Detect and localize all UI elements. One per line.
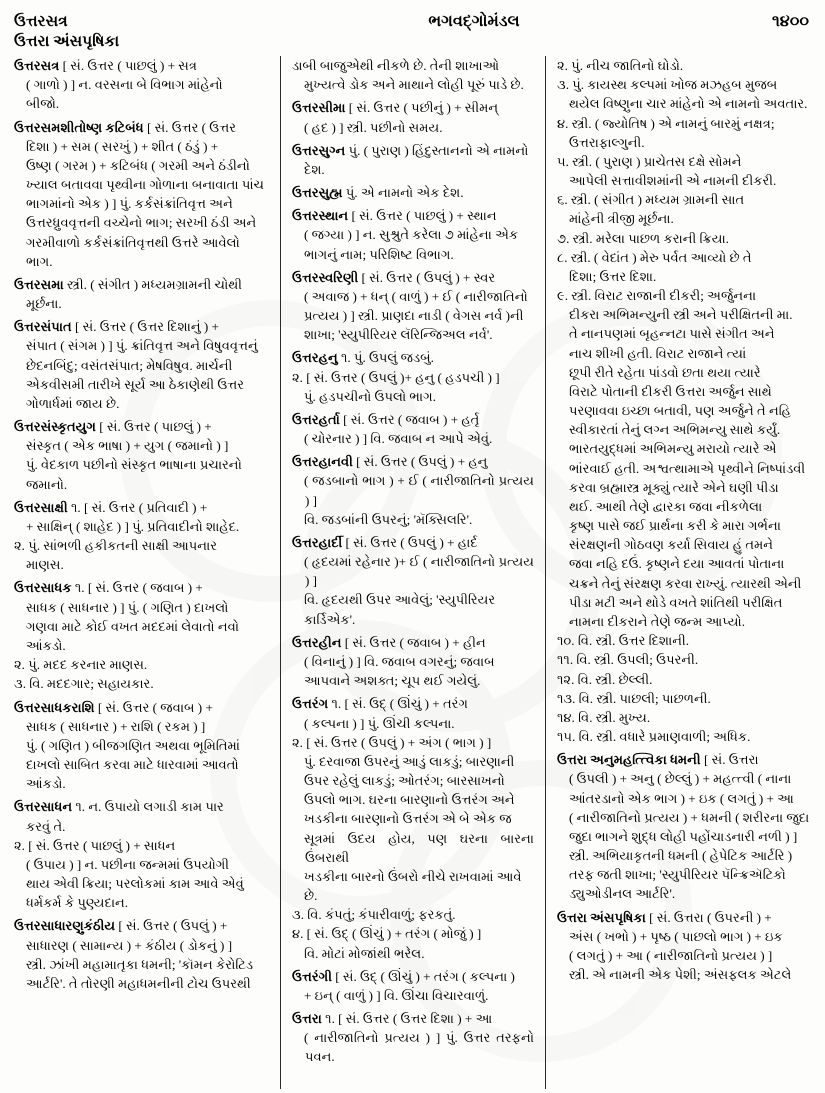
dictionary-entry xyxy=(292,410,534,448)
dictionary-entry xyxy=(292,1009,534,1067)
entry-definition-line: સ્વીકારતાં તેનું લગ્ન અભિમન્યુ સાથે કર્યું. xyxy=(569,422,781,438)
entry-definition-line: સંપાત ( સંગમ ) ] પું. ક્રાંતિવૃત્ત અને વિષુવવૃત્તનું xyxy=(26,338,258,354)
entry-definition-line: ( ચોરનાર ) ] વિ. જવાબ ન આપે એવું. xyxy=(304,431,493,447)
entry-definition-line: કરવું તે. xyxy=(26,818,66,834)
entry-definition-line: આંકડો. xyxy=(26,637,66,653)
entry-definition-line: નામના દીકરાને તેણે જન્મ આપ્યો. xyxy=(569,613,745,629)
entry-sense-line: ૧૩. વિ. સ્ત્રી. પાછલી; પાછળની. xyxy=(557,690,711,706)
entry-sense-line: ૧૫. વિ. સ્ત્રી. વધારે પ્રમાણવાળી; અધિક. xyxy=(557,729,751,745)
entry-headword: ઉત્તરા અનુમહત્ત્વિકા ધમની xyxy=(557,752,704,768)
entry-headword: ઉત્તરસાધન xyxy=(14,799,76,815)
entry-headword: ઉત્તરહાર્દી xyxy=(292,534,346,550)
entry-definition-line: કૃષ્ણ પાસે જઈ પ્રાર્થના કરી કે મારા ગર્ભના xyxy=(569,518,781,534)
entry-headword: ઉત્તરંગ xyxy=(292,696,332,712)
entry-definition-line: માંહેની ત્રીજી મૂર્છના. xyxy=(569,211,674,227)
dictionary-entry xyxy=(557,750,812,903)
entry-definition-line: ડ્યુઓડીનલ આર્ટરિ'. xyxy=(569,886,676,902)
header-left-guideword-bottom: ઉત્તરા અંસપૃષિકા xyxy=(14,33,120,51)
dictionary-entry xyxy=(292,268,534,345)
entry-headword: ઉત્તરસાક્ષી xyxy=(14,499,72,515)
entry-definition-line: ઉત્તરધ્રુવવૃત્તની વચ્ચેનો ભાગ; સરખી ઠંડી અને xyxy=(26,215,257,231)
entry-definition-line: છૂપી રીતે રહેતા પાંડવો છતા થયા ત્યારે xyxy=(569,364,761,380)
dictionary-entry xyxy=(292,633,534,691)
entry-definition-line: સંસ્કૃત ( એક ભાષા ) + યુગ ( જમાનો ) ] xyxy=(26,438,229,454)
header-page-number: ૧૪૦૦ xyxy=(771,13,809,30)
dictionary-entry xyxy=(292,56,534,94)
entry-definition-line: વિરાટે પોતાની દીકરી ઉત્તરા અર્જુન સાથે xyxy=(569,383,772,399)
entry-definition-line: આપેલી સત્તાવીશમાંની એ નામની દીકરી. xyxy=(569,173,777,189)
column-container xyxy=(0,56,825,1089)
dictionary-entry xyxy=(292,452,534,529)
entry-definition-line: ( વિનાનું ) ] વિ. જવાબ વગરનું; જવાબ xyxy=(304,653,495,669)
entry-headword: ઉત્તરસાધારણુકંઠીય xyxy=(14,918,119,934)
entry-definition-line: ૧. [ સં. ઉત્તર ( જવાબ ) + xyxy=(74,580,203,596)
entry-definition-line: કરવા બ્રહ્માસ્ત્ર મૂક્યું ત્યારે એને ઘણી પીડા xyxy=(569,479,779,495)
entry-definition-line: સ્ત્રી. ઝાંખી મહામાતૃકા ધમની; 'કૉમન કેરોટિડ xyxy=(26,956,254,972)
dictionary-entry xyxy=(292,348,534,406)
entry-definition-line: + સાક્ષિન્ ( શાહેદ ) ] પું. પ્રતિવાદીનો શાહેદ. xyxy=(26,518,240,534)
dictionary-entry xyxy=(14,118,269,271)
entry-definition-line: તે નાનપણમાં બૃહન્નટા પાસે સંગીત અને xyxy=(569,326,775,342)
entry-definition-line: પરણાવવા ઇચ્છા બતાવી, પણ અર્જુને તે નહિ xyxy=(569,403,791,419)
entry-definition-line: આર્ટરિ'. તે તોરણી મહાધમનીની ટોચ ઉપરથી xyxy=(26,975,251,991)
entry-definition-line: ઉપર રહેલું લાકડું; ઓતરંગ; બારસાખનો xyxy=(304,773,505,789)
entry-definition-line: ડાબી બાજુએથી નીકળે છે. તેની શાખાઓ xyxy=(292,58,500,73)
entry-definition-line: ચક્રને તેનું સંરક્ષણ કરવા રાખ્યું. ત્યારથી એની xyxy=(569,575,802,591)
dictionary-entry xyxy=(14,578,269,693)
dictionary-entry xyxy=(292,183,534,202)
page-header xyxy=(0,0,825,56)
dictionary-entry xyxy=(557,56,812,746)
entry-definition-line: ખ્યાલ બતાવવા પૃથ્વીના ગોળાના બનાવાતા પાંચ xyxy=(26,177,265,193)
entry-definition-line: પું. દરવાજા ઉપરનું આડું લાકડું; બારણાની xyxy=(304,753,515,769)
column-3 xyxy=(546,56,812,1089)
entry-definition-line: મૂર્છના. xyxy=(26,296,62,312)
entry-definition-line: ગણવા માટે કોઈ વખત મદદમાં લેવાતો નવો xyxy=(26,618,240,634)
entry-sense-line: ૨. પું. મદદ કરનાર માણસ. xyxy=(14,657,148,673)
entry-headword: ઉત્તરસ્વરિણી xyxy=(292,269,362,285)
entry-definition-line: + ઇન્ ( વાળું ) ] વિ. ઊંચા વિચારવાળું. xyxy=(304,987,489,1003)
dictionary-entry xyxy=(292,967,534,1005)
entry-headword: ઉત્તરસુગ્ન xyxy=(292,142,349,158)
entry-definition-line: [ સં. ઉત્તર ( જવાબ ) + xyxy=(97,699,213,715)
entry-definition-line: ભાગમાંનો એક ) ] પું. કર્કસંક્રાંતિવૃત્ત અને xyxy=(26,196,233,212)
entry-definition-line: સ્ત્રી. ( સંગીત ) મધ્યમગ્રામની ચોથી xyxy=(67,276,243,292)
entry-definition-line: એકવીસમી તારીખે સૂર્ય આ ઠેકાણેથી ઉત્તર xyxy=(26,376,245,392)
entry-definition-line: ( હૃદયમાં રહેનાર )+ ઈ ( નારીજાતિનો પ્રત્યય ) ] xyxy=(304,554,534,589)
entry-definition-line: મુખ્યત્વે ડોક અને માથાને લોહી પૂરું પાડે છે. xyxy=(304,77,524,93)
entry-definition-line: પ્રત્યય ) ] સ્ત્રી. પ્રાણદા નાડી ( વેગસ નર્વ )ની xyxy=(304,308,524,324)
column-2 xyxy=(280,56,546,1089)
entry-headword: ઉત્તરસાધકરાશિ xyxy=(14,699,98,715)
entry-headword: ઉત્તરસુહ્મ xyxy=(292,185,346,201)
entry-definition-line: ૧. [ સં. ઉદ્ ( ઊંચું ) + તરંગ xyxy=(331,696,468,712)
entry-headword: ઉત્તરસાધક xyxy=(14,580,75,596)
entry-sense-line: ૩. પું. કાયસ્થ કલ્પમાં ખોજ મઝહબ મુજબ xyxy=(557,77,778,93)
entry-definition-line: ખડકીના બારણાનો ઉત્તરંગ એ બે એક જ xyxy=(304,811,512,827)
entry-headword: ઉત્તરહનુ xyxy=(292,350,342,366)
entry-definition-line: ઉષ્ણ ( ગરમ ) + કટિબંધ ( ગરમી અને ઠંડીનો xyxy=(26,157,250,173)
entry-definition-line: પું. ( પુરાણ ) હિંદુસ્તાનનો એ નામનો xyxy=(348,142,529,158)
entry-definition-line: [ સં. ઉત્તર ( પાછલું ) + સત્ર xyxy=(62,58,197,73)
entry-definition-line: ભારતયુદ્ધમાં અભિમન્યુ મરાયો ત્યારે એ xyxy=(569,441,777,457)
entry-definition-line: પું. એ નામનો એક દેશ. xyxy=(345,185,464,201)
entry-definition-line: દિશા; ઉત્તર દિશા. xyxy=(569,268,657,284)
entry-sense-line: ૮. સ્ત્રી. ( વેદાંત ) મેરુ પર્વત આવ્યો છે તે xyxy=(557,249,752,265)
entry-definition-line: નાચ શીખી હતી. વિરાટ રાજાને ત્યાં xyxy=(569,345,747,361)
entry-definition-line: છેદનબિંદુ; વસંતસંપાત; મેષવિષુવ. માર્ચની xyxy=(26,357,233,373)
entry-definition-line: ( નારીજાતિનો પ્રત્યય ) ] પું. ઉત્તર તરફનો પવન. xyxy=(304,1030,534,1065)
entry-definition-line: જુદા ભાગને શુદ્ધ લોહી પહોંચાડનારી નળી ) ] xyxy=(569,828,798,844)
dictionary-entry xyxy=(14,916,269,993)
entry-sense-line: ૯. સ્ત્રી. વિરાટ રાજાની દીકરી; અર્જુનના xyxy=(557,288,757,304)
entry-definition-line: દીકરા અભિમન્યુની સ્ત્રી અને પરીક્ષિતની મા. xyxy=(569,307,793,323)
dictionary-entry xyxy=(14,698,269,794)
entry-definition-line: જમાનો. xyxy=(26,476,68,492)
entry-definition-line: ઉપલો ભાગ. ઘરના બારણાનો ઉત્તરંગ અને xyxy=(304,792,515,808)
entry-definition-line: અંસ ( ખભો ) + પૃષ્ઠ ( પાછલો ભાગ ) + ઇક xyxy=(569,928,783,944)
entry-sense-line: ૩. વિ. કંપતું; કંપારીવાળું; ફરકતું. xyxy=(292,907,456,923)
entry-sense-line: ૫. સ્ત્રી. ( પુરાણ ) પ્રાચેતસ દક્ષે સોમને xyxy=(557,153,742,169)
dictionary-entry xyxy=(292,141,534,179)
entry-definition-line: ૧. ન. ઉપાયો લગાડી કામ પાર xyxy=(75,799,224,815)
entry-definition-line: પીડા મટી અને થોડે વખતે શાંતિથી પરીક્ષિત xyxy=(569,594,783,610)
entry-definition-line: દેશ. xyxy=(304,161,325,177)
entry-definition-line: વિ. મોટાં મોજાંથી ભરેલ. xyxy=(304,945,425,961)
entry-headword: ઉત્તરંગી xyxy=(292,968,336,984)
entry-spacer xyxy=(14,994,269,997)
entry-sense-line: ૧૪. વિ. સ્ત્રી. મુખ્ય. xyxy=(557,709,651,725)
dictionary-entry xyxy=(14,56,269,114)
entry-definition-line: ૧. પું. ઉપલું જડબું. xyxy=(341,350,434,366)
entry-sense-line: ૧૧. વિ. સ્ત્રી. ઉપલી; ઉપરની. xyxy=(557,652,699,668)
entry-sense-line: ૨. [ સં. ઉત્તર ( પાછલું ) + સાધન xyxy=(14,837,176,853)
entry-definition-line: ભાંરવાઈ હતી. અશ્વત્થામાએ પૃથ્વીને નિષ્પાંડવી xyxy=(569,460,806,476)
dictionary-entry xyxy=(557,908,812,985)
entry-definition-line: ( કલ્પના ) ] પું. ઊંચી કલ્પના. xyxy=(304,715,455,731)
entry-definition-line: [ સં. ઉત્તર ( પાછલું ) + xyxy=(99,419,212,435)
dictionary-entry xyxy=(14,317,269,413)
entry-definition-line: ( નારીજાતિનો પ્રત્યય ) + ધમની ( શરીરના જુદા xyxy=(569,809,810,825)
entry-headword: ઉત્તરસંપાત xyxy=(14,319,75,335)
entry-definition-line: ૧. [ સં. ઉત્તર ( પ્રતિવાદી ) + xyxy=(71,499,208,515)
entry-definition-line: [ સં. ઉત્તર ( જવાબ ) + હીન xyxy=(344,634,486,650)
entry-sense-line: ૧૦. વિ. સ્ત્રી. ઉત્તર દિશાની. xyxy=(557,633,689,649)
dictionary-entry xyxy=(292,533,534,629)
dictionary-entry xyxy=(14,275,269,313)
entry-definition-line: કાર્ડિએક'. xyxy=(304,611,356,627)
entry-definition-line: ( ગાળો ) ] ન. વરસના બે વિભાગ માંહેનો xyxy=(26,77,223,93)
entry-headword: ઉત્તરસંસ્કૃતયુગ xyxy=(14,419,100,435)
entry-spacer xyxy=(292,1068,534,1071)
entry-spacer xyxy=(557,985,812,988)
header-left-guideword-top: ઉત્તરસત્ર xyxy=(14,13,68,30)
entry-definition-line: પું. હડપચીનો ઉપલો ભાગ. xyxy=(304,388,436,404)
entry-definition-line: થાય એવી ક્રિયા; પરલોકમાં કામ આવે એવું xyxy=(26,876,244,892)
entry-definition-line: [ સં. ઉત્તર ( ઉપલું ) + હનુ xyxy=(356,454,488,470)
dictionary-entry xyxy=(14,498,269,575)
entry-sense-line: ૭. સ્ત્રી. મરેલા પાછળ કરાની ક્રિયા. xyxy=(557,230,729,246)
entry-definition-line: [ સં. ઉત્તર ( ઉપલું ) + હાર્દ xyxy=(345,534,478,550)
entry-definition-line: સ્ત્રી. અભિયાકૃતની ધમની ( હેપેટિક આર્ટરિ ) xyxy=(569,848,793,864)
entry-definition-line: [ સં. ઉત્તર ( ઉપલું ) + સ્વર xyxy=(361,269,496,285)
entry-definition-line: વિ. જડબાંની ઉપરનું; 'મૅક્સિલરિ'. xyxy=(304,511,473,527)
entry-definition-line: [ સં. ઉત્તર ( જવાબ ) + હર્તૃ xyxy=(343,411,480,427)
entry-definition-line: ભાગ. xyxy=(26,253,53,269)
entry-definition-line: ( ઉપાય ) ] ન. પછીના જન્મમાં ઉપયોગી xyxy=(26,856,230,872)
entry-definition-line: દાખલો સાબિત કરવા માટે ધારવામાં આવતો xyxy=(26,757,239,773)
dictionary-entry xyxy=(292,206,534,264)
entry-sense-line: ૩. વિ. મદદગાર; સહાયકાર. xyxy=(14,676,154,692)
dictionary-entry xyxy=(14,417,269,494)
entry-definition-line: સાધક ( સાધનાર ) ] પું. ( ગણિત ) દાખલો xyxy=(26,599,229,615)
entry-definition-line: પું. ( ગણિત ) બીજગણિત અથવા ભૂમિતિમાં xyxy=(26,737,241,753)
entry-definition-line: શાખા; 'સ્યુપીરિયર લૅરિન્જિઅલ નર્વ'. xyxy=(304,327,493,343)
entry-definition-line: ગરમીવાળો કર્કસંક્રાંતિવૃત્તથી ઉત્તરે આવેલો xyxy=(26,234,240,250)
entry-definition-line: [ સં. ઉત્તર ( પછીનું ) + સીમન્ xyxy=(348,100,499,116)
entry-definition-line: આંતરડાનો એક ભાગ ) + ઇક ( લગતું ) + આ xyxy=(569,790,794,806)
entry-definition-line: માણસ. xyxy=(26,557,64,573)
entry-definition-line: ( ઉપલી ) + અનુ ( છેલ્લું ) + મહત્ત્વી ( નાના xyxy=(569,771,792,787)
entry-definition-line: આંકડો. xyxy=(26,776,66,792)
entry-definition-line: સંરક્ષણની ગોઠવણ કર્યા સિવાય હું તમને xyxy=(569,537,774,553)
entry-definition-line: બીજો. xyxy=(26,96,60,112)
entry-definition-line: ૧. [ સં. ઉત્તર ( ઉત્તર દિશા ) + આ xyxy=(325,1011,493,1027)
entry-definition-line: ( અવાજ ) + ધન્ ( વાળું ) + ઈ ( નારીજાતિનો xyxy=(304,288,528,304)
entry-definition-line: ગોળાર્ધમાં જાય છે. xyxy=(26,395,120,411)
entry-definition-line: સૂત્રમાં ઉદય હોય, પણ ઘરના બારના ઉંબરાથી xyxy=(304,830,534,865)
entry-sense-line: ૧૨. વિ. સ્ત્રી. છેલ્લી. xyxy=(557,671,653,687)
entry-headword: ઉત્તરસ્થાન xyxy=(292,208,352,224)
entry-sense-line: ૨. પું. સાંભળી હકીકતની સાક્ષી આપનાર xyxy=(14,538,218,554)
entry-definition-line: છે. xyxy=(304,888,318,904)
entry-sense-line: ૨. [ સં. ઉત્તર ( ઉપલું )+ હનુ ( હડપચી ) ] xyxy=(292,369,500,385)
entry-definition-line: [ સં. ઉત્તરા ( ઉપરની ) + xyxy=(649,909,772,925)
entry-headword: ઉત્તરા xyxy=(292,1011,326,1027)
entry-definition-line: [ સં. ઉત્તર ( પાછલું ) + સ્થાન xyxy=(351,208,497,224)
entry-sense-line: ૪. સ્ત્રી. ( જ્યોતિષ ) એ નામનું બારમું નક્ષત્ર; xyxy=(557,115,775,131)
entry-headword: ઉત્તરસત્ર xyxy=(14,58,63,73)
entry-definition-line: ખડકીના બારનો ઉંબરો નીચે રાખવામાં આવે xyxy=(304,868,522,884)
entry-definition-line: ( લગતું ) + આ ( નારીજાતિનો પ્રત્યય ) ] xyxy=(569,947,773,963)
entry-definition-line: પું. વેદકાળ પછીનો સંસ્કૃત ભાષાના પ્રચારનો xyxy=(26,457,242,473)
entry-headword: ઉત્તરહીન xyxy=(292,634,345,650)
entry-definition-line: વિ. હૃદયથી ઉપર આવેલું; 'સ્યુપીરિયર xyxy=(304,592,496,608)
entry-definition-line: તરફ જતી શાખા; 'સ્યુપીરિયર પૅન્ક્રિઍટિકો xyxy=(569,867,786,883)
entry-sense-line: ૬. સ્ત્રી. ( સંગીત ) મધ્યમ ગ્રામની સાત xyxy=(557,192,745,208)
entry-headword: ઉત્તરસીમા xyxy=(292,100,349,116)
entry-headword: ઉત્તરહર્તા xyxy=(292,411,344,427)
entry-definition-line: દિશા ) + સમ ( સરખું ) + શીત ( ઠંડું ) + xyxy=(26,138,219,154)
column-1 xyxy=(14,56,280,1089)
entry-definition-line: ( જગ્યા ) ] ન. સુશ્રુતે કરેલા ૭ માંહેના એક xyxy=(304,227,519,243)
entry-definition-line: [ સં. ઉત્તરા xyxy=(703,752,759,768)
entry-sense-line: ૪. [ સં. ઉદ્ ( ઊંચું ) + તરંગ ( મોજું ) ] xyxy=(292,926,482,942)
entry-headword: ઉત્તરસમશીતોષ્ણ કટિબંધ xyxy=(14,119,147,135)
entry-definition-line: ( જડબાનો ભાગ ) + ઈ ( નારીજાતિનો પ્રત્યય ) ] xyxy=(304,473,534,508)
entry-definition-line: સાધક ( સાધનાર ) + રાશિ ( રકમ ) ] xyxy=(26,718,206,734)
entry-definition-line: ઉત્તરાફાલ્ગુની. xyxy=(569,134,645,150)
entry-definition-line: આપવાને અશક્ત; ચૂપ થઈ ગયેલું. xyxy=(304,673,481,689)
entry-headword: ઉત્તરસમા xyxy=(14,276,68,292)
entry-definition-line: થયેલ વિષ્ણુના ચાર માંહેનો એ નામનો અવતાર. xyxy=(569,96,808,112)
dictionary-entry xyxy=(292,694,534,962)
entry-definition-line: સ્ત્રી. એ નામની એક પેશી; અંસફલક એટલે xyxy=(569,967,792,983)
entry-definition-line: [ સં. ઉત્તર ( ઉત્તર xyxy=(146,119,236,135)
entry-headword: ઉત્તરા અંસપૃષિકા xyxy=(557,909,650,925)
entry-definition-line: [ સં. ઉદ્ ( ઊંચું ) + તરંગ ( કલ્પના ) xyxy=(335,968,515,984)
entry-definition-line: થઈ. આથી તેણે દ્વારકા જવા નીકળેલા xyxy=(569,498,763,514)
header-book-title: ભગવદ્ગોમંડલ xyxy=(428,13,520,30)
entry-definition-line: જવા નહિ દઉં. કૃષ્ણને દયા આવતાં પોતાના xyxy=(569,556,785,572)
dictionary-entry xyxy=(292,98,534,136)
entry-headword: ઉત્તરહાનવી xyxy=(292,454,357,470)
dictionary-entry xyxy=(14,797,269,912)
entry-sense-line: ૨. [ સં. ઉત્તર ( ઉપલું ) + અંગ ( ભાગ ) ] xyxy=(292,734,492,750)
entry-sense-line: ૨. પું. નીચ જાતિનો ઘોડો. xyxy=(557,58,684,73)
entry-definition-line: ( હદ ) ] સ્ત્રી. પછીનો સમય. xyxy=(304,119,443,135)
entry-definition-line: સાધારણ ( સામાન્ય ) + કંઠીય ( ડોકનું ) ] xyxy=(26,937,233,953)
entry-definition-line: [ સં. ઉત્તર ( ઉપલું ) + xyxy=(118,918,228,934)
entry-definition-line: ભાગનું નામ; પરિશિષ્ટ વિભાગ. xyxy=(304,246,454,262)
entry-definition-line: [ સં. ઉત્તર ( ઉત્તર દિશાનું ) + xyxy=(74,319,219,335)
entry-definition-line: ધર્મકર્મ કે પુણ્યદાન. xyxy=(26,895,129,911)
